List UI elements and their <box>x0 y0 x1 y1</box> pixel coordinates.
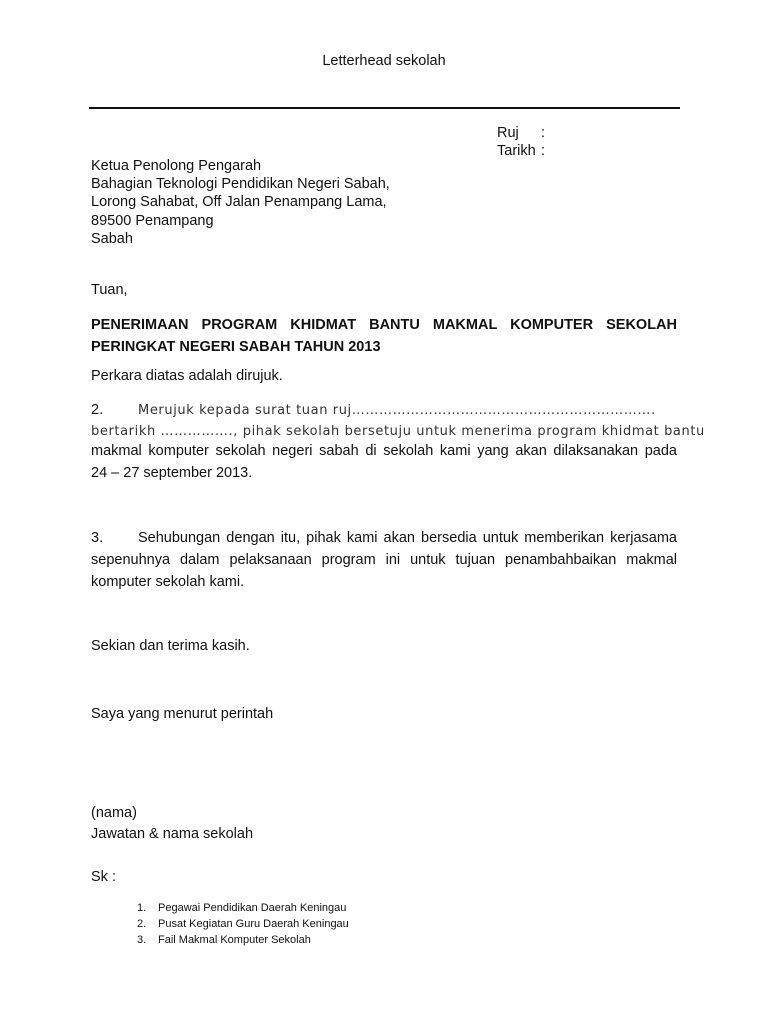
para3-line-2: sepenuhnya dalam pelaksanaan program ini untuk tujuan penambahbaikan makmal <box>91 552 677 568</box>
cc-label: Sk : <box>91 869 116 885</box>
cc-list <box>137 900 349 948</box>
recipient-line: Bahagian Teknologi Pendidikan Negeri Sabah, <box>91 176 390 193</box>
para2-number: 2. <box>91 402 104 418</box>
para2-line-3: makmal komputer sekolah negeri sabah di sekolah kami yang akan dilaksanakan pada <box>91 443 677 459</box>
closing-text: Sekian dan terima kasih. <box>91 638 250 654</box>
letterhead-divider <box>89 107 680 109</box>
salutation: Tuan, <box>91 282 128 298</box>
recipient-line: Sabah <box>91 230 133 247</box>
para2-line-2: bertarikh ……………., pihak sekolah bersetuju untuk menerima program khidmat bantu <box>91 424 705 439</box>
recipient-line: Lorong Sahabat, Off Jalan Penampang Lama, <box>91 194 387 211</box>
ruj-separator: : <box>541 125 546 141</box>
ruj-label: Ruj <box>497 125 519 141</box>
para3-text-1: Sehubungan dengan itu, pihak kami akan bersedia untuk memberikan kerjasama <box>138 530 677 546</box>
tarikh-label: Tarikh <box>497 143 536 159</box>
intro-text: Perkara diatas adalah dirujuk. <box>91 368 283 384</box>
recipient-address <box>91 157 390 248</box>
para3-line-1 <box>91 530 677 546</box>
para2-line-4: 24 – 27 september 2013. <box>91 465 253 481</box>
subject-line-1: PENERIMAAN PROGRAM KHIDMAT BANTU MAKMAL KOMPUTER SEKOLAH <box>91 317 677 333</box>
recipient-line: Ketua Penolong Pengarah <box>91 158 262 174</box>
para2-text-1: Merujuk kepada surat tuan ruj…………………………………………………………. <box>138 403 656 418</box>
subject-heading <box>91 314 677 358</box>
letterhead: Letterhead sekolah <box>322 53 446 69</box>
tarikh-separator: : <box>541 143 546 159</box>
signatory-position: Jawatan & nama sekolah <box>91 826 254 842</box>
list-item: 3. Fail Makmal Komputer Sekolah <box>137 934 311 946</box>
para3-line-3: komputer sekolah kami. <box>91 574 245 590</box>
list-item: 2. Pusat Kegiatan Guru Daerah Keningau <box>137 918 349 930</box>
sign-off-text: Saya yang menurut perintah <box>91 706 274 722</box>
reference-tarikh <box>497 142 545 160</box>
reference-ruj <box>497 124 545 142</box>
para2-line-1 <box>91 402 677 418</box>
recipient-line: 89500 Penampang <box>91 212 214 229</box>
list-item: 1. Pegawai Pendidikan Daerah Keningau <box>137 902 347 914</box>
signatory-name: (nama) <box>91 805 137 821</box>
subject-line-2: PERINGKAT NEGERI SABAH TAHUN 2013 <box>91 339 381 355</box>
para3-number: 3. <box>91 530 104 546</box>
